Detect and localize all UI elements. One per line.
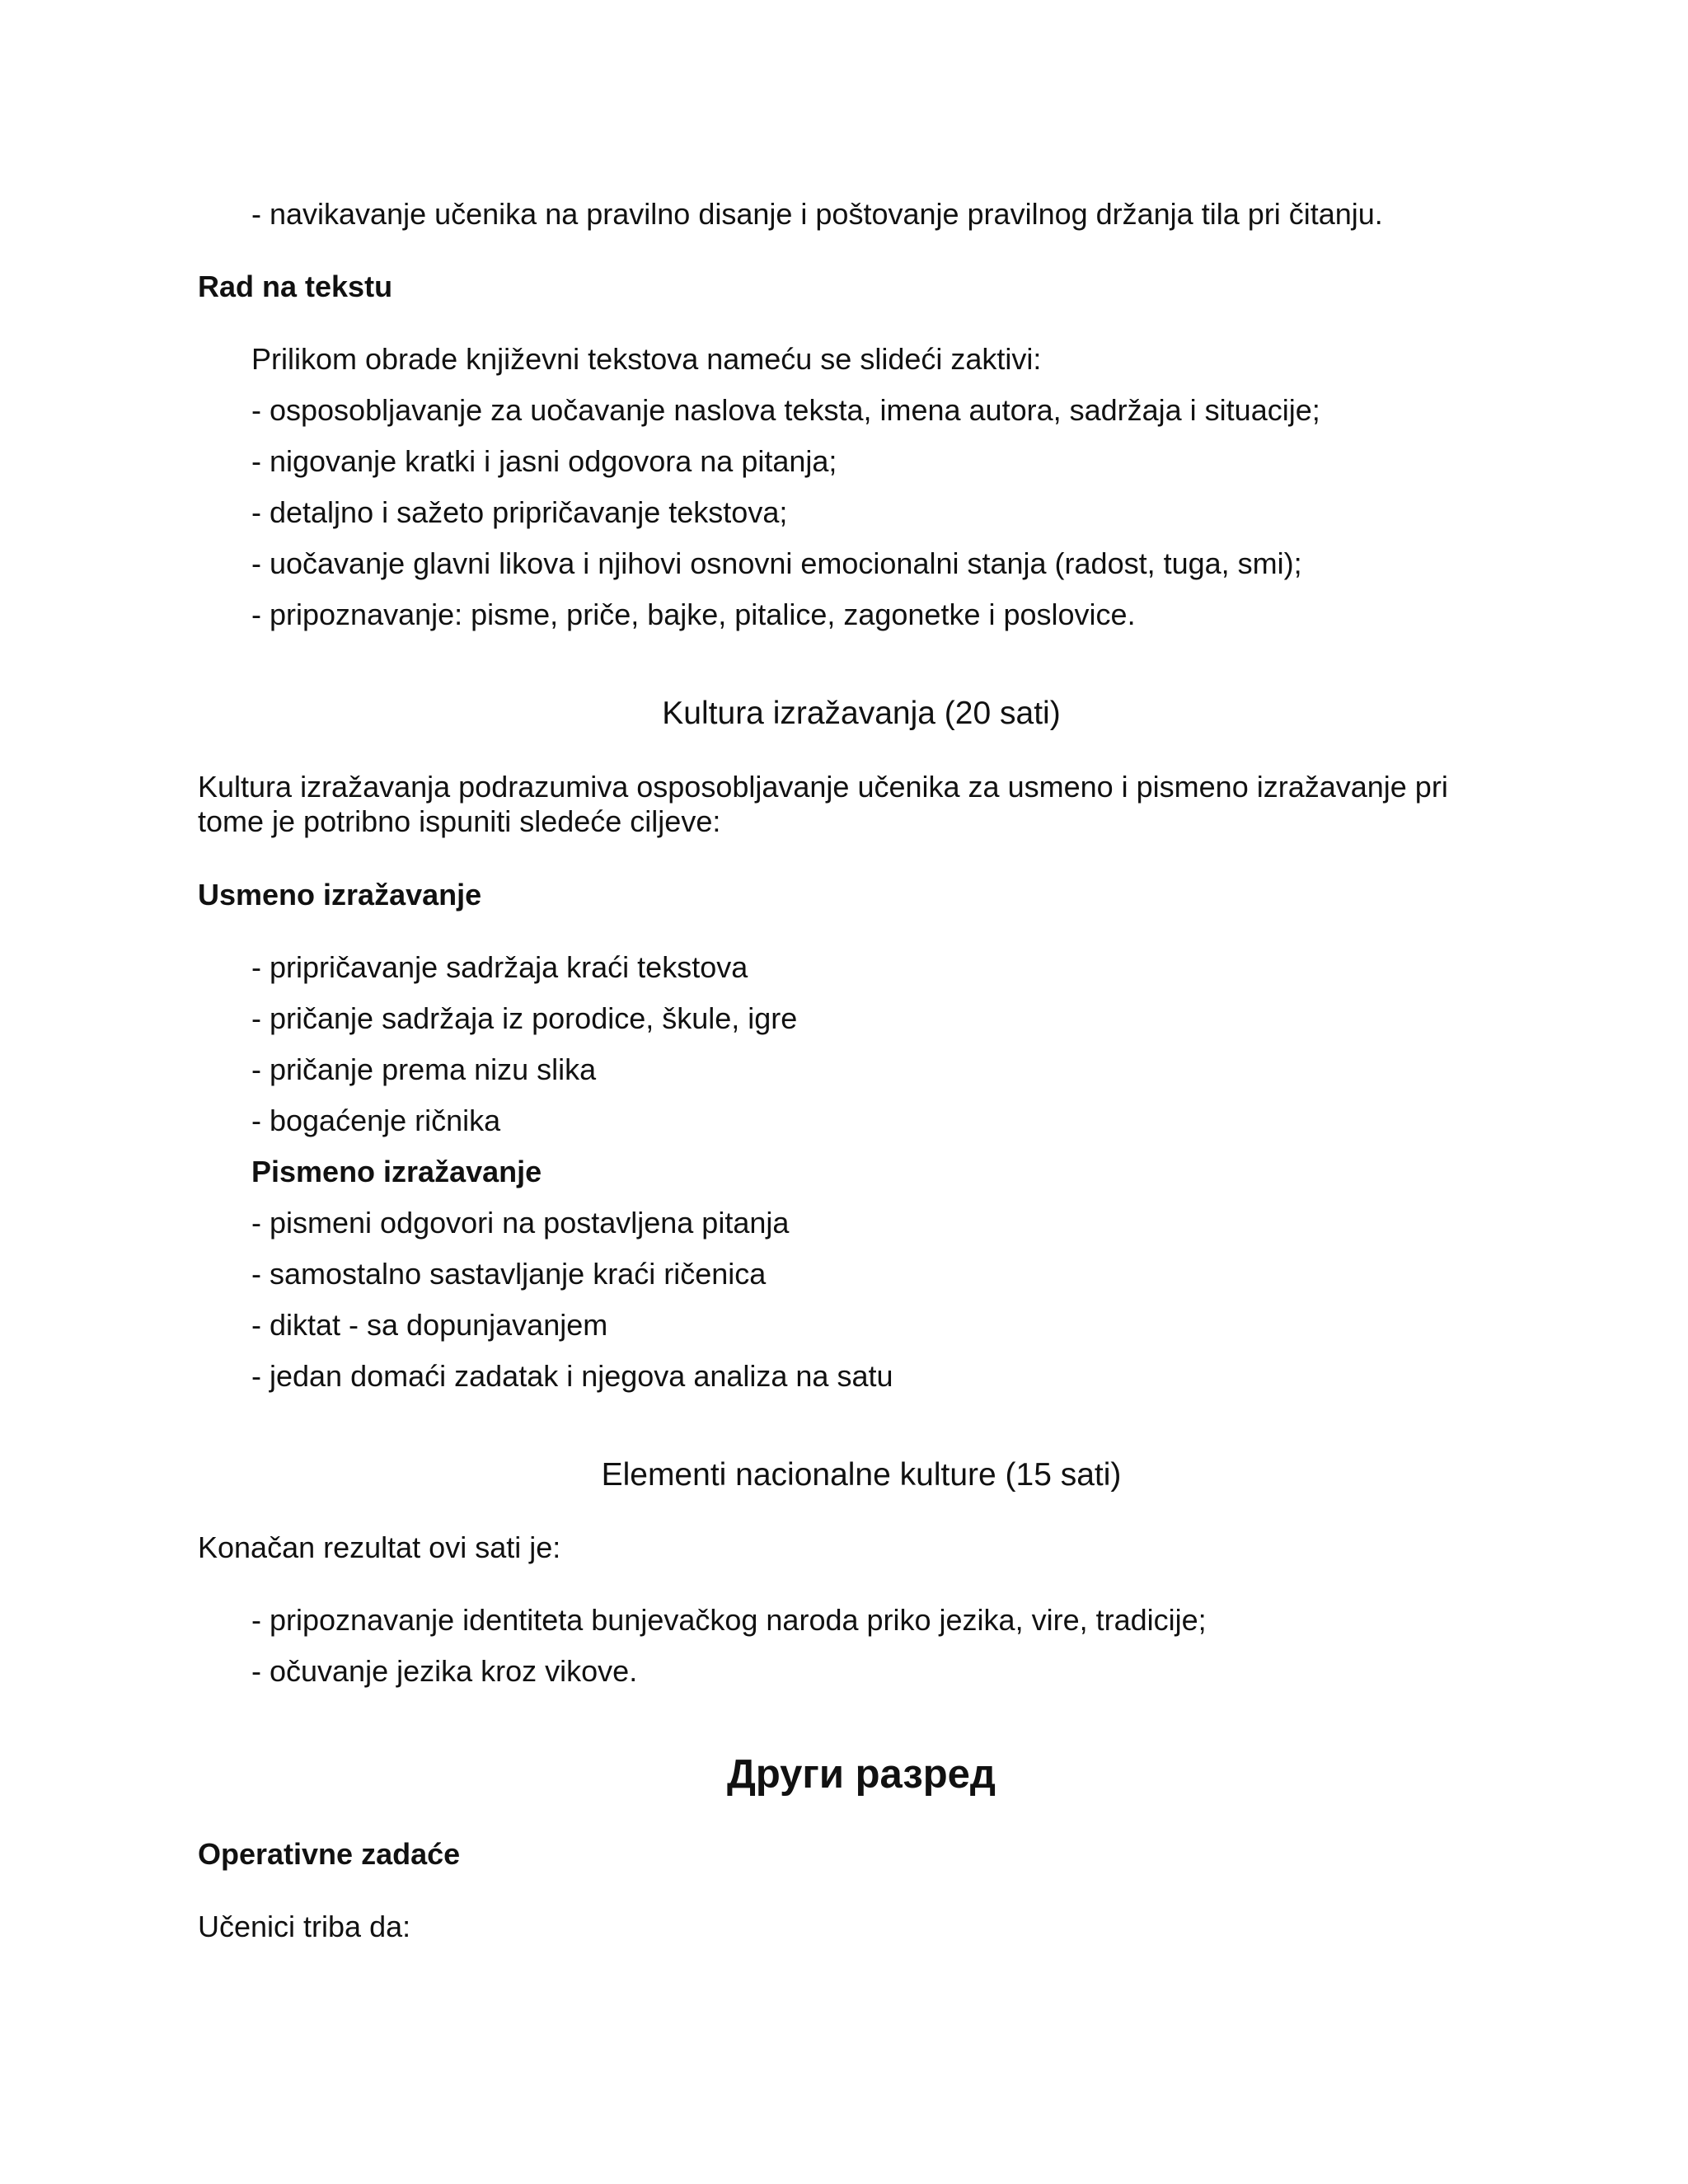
intro-text: Konačan rezultat ovi sati je:: [198, 1530, 561, 1564]
intro-text: Prilikom obrade književni tekstova nameću se slideći zaktivi:: [251, 342, 1042, 376]
list-item: - pripoznavanje identiteta bunjevačkog naroda priko jezika, vire, tradicije;: [251, 1603, 1207, 1637]
list-item: - pripričavanje sadržaja kraći tekstova: [251, 950, 748, 984]
chapter-title: Други разред: [726, 1752, 996, 1797]
section-heading-operativne: Operativne zadaće: [198, 1837, 461, 1871]
list-item: - bogaćenje ričnika: [251, 1104, 501, 1137]
paragraph-kultura: Kultura izražavanja podrazumiva osposobljavanje učenika za usmeno i pismeno izražavanje pri tome je potribno ispuniti sledeće ciljeve:: [198, 770, 1448, 838]
list-item: - pričanje prema nizu slika: [251, 1052, 597, 1086]
section-title-kultura: Kultura izražavanja (20 sati): [662, 696, 1061, 731]
list-item: - nigovanje kratki i jasni odgovora na pitanja;: [251, 444, 837, 478]
section-heading-rad-na-tekstu: Rad na tekstu: [198, 269, 393, 303]
list-item: - pričanje sadržaja iz porodice, škule, igre: [251, 1001, 798, 1035]
subheading-usmeno: Usmeno izražavanje: [198, 878, 482, 912]
list-item: - pismeni odgovori na postavljena pitanja: [251, 1206, 790, 1240]
list-item: - diktat - sa dopunjavanjem: [251, 1308, 608, 1342]
list-item: - pripoznavanje: pisme, priče, bajke, pitalice, zagonetke i poslovice.: [251, 598, 1136, 631]
section-title-elementi: Elementi nacionalne kulture (15 sati): [601, 1457, 1122, 1493]
intro-text: Učenici triba da:: [198, 1910, 411, 1943]
list-item: - osposobljavanje za uočavanje naslova teksta, imena autora, sadržaja i situacije;: [251, 393, 1320, 427]
list-item: - detaljno i sažeto pripričavanje tekstova;: [251, 495, 788, 529]
list-item: - očuvanje jezika kroz vikove.: [251, 1654, 638, 1688]
subheading-pismeno: Pismeno izražavanje: [251, 1155, 542, 1188]
list-item: - samostalno sastavljanje kraći ričenica: [251, 1257, 767, 1291]
list-item: - jedan domaći zadatak i njegova analiza na satu: [251, 1359, 893, 1393]
list-item: - uočavanje glavni likova i njihovi osnovni emocionalni stanja (radost, tuga, smi);: [251, 546, 1302, 580]
list-item: - navikavanje učenika na pravilno disanje i poštovanje pravilnog držanja tila pri čitanju.: [251, 197, 1383, 231]
